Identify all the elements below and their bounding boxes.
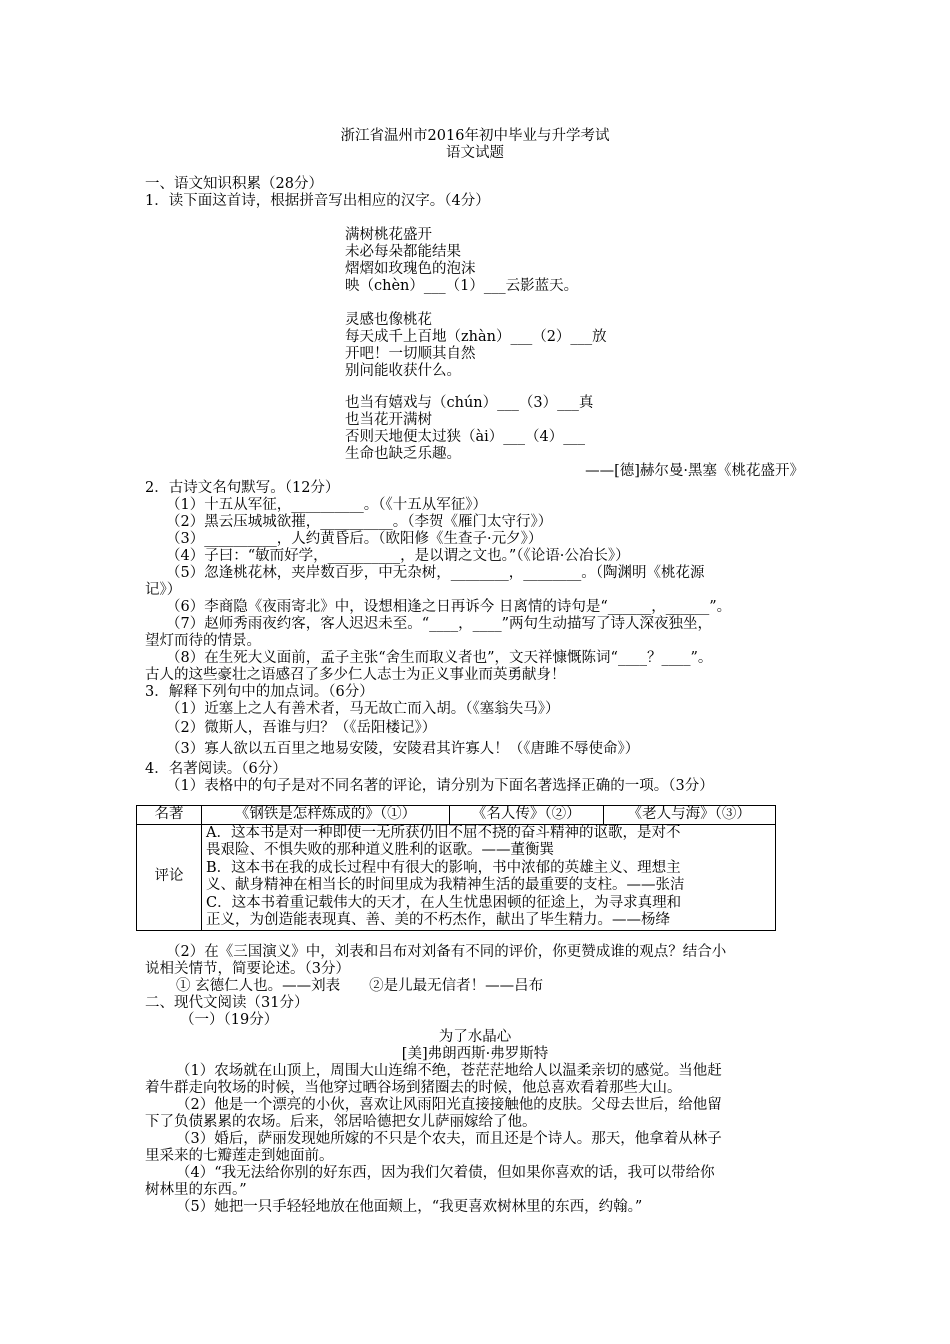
q2-line: 古人的这些豪壮之语感召了多少仁人志士为正义事业而英勇献身！ <box>145 667 566 683</box>
comment-line: B．这本书在我的成长过程中有很大的影响，书中浓郁的英雄主义、理想主 <box>206 859 681 876</box>
table-row-label: 评论 <box>137 824 202 930</box>
paragraph-line: （3）婚后，萨丽发现她所嫁的不只是个农夫，而且还是个诗人。那天，他拿着从林子 <box>176 1131 722 1147</box>
table-comments <box>202 824 776 930</box>
poem-line: 生命也缺乏乐趣。 <box>345 446 461 462</box>
q4-prompt: 4．名著阅读。（6分） <box>145 761 287 777</box>
paragraph-line: （1）农场就在山顶上，周围大山连绵不绝，苍茫茫地给人以温柔亲切的感觉。当他赶 <box>176 1063 722 1079</box>
q4-opinions: ① 玄德仁人也。——刘表 ②是儿最无信者！——吕布 <box>176 978 544 994</box>
q2-line: （5）忽逢桃花林，夹岸数百步，中无杂树，________，________。（陶渊明《桃花源 <box>166 565 705 581</box>
table-book-3: 《老人与海》（③） <box>603 806 775 825</box>
comment-line: C．这本书着重记载伟大的天才，在人生忧患困顿的征途上，为寻求真理和 <box>206 894 682 911</box>
q1-prompt: 1．读下面这首诗，根据拼音写出相应的汉字。（4分） <box>145 193 490 209</box>
q3-line: （1）近塞上之人有善术者，马无故亡而入胡。（《塞翁失马》） <box>166 701 560 717</box>
q2-line: （7）赵师秀雨夜约客，客人迟迟未至。“____，____”两句生动描写了诗人深夜独坐， <box>166 616 713 632</box>
comment-line: 义、献身精神在相当长的时间里成为我精神生活的最重要的支柱。——张洁 <box>206 877 685 893</box>
paragraph-line: （2）他是一个漂亮的小伙，喜欢让风雨阳光直接接触他的皮肤。父母去世后，给他留 <box>176 1097 722 1113</box>
q2-prompt: 2．古诗文名句默写。（12分） <box>145 480 340 496</box>
article-author: [美]弗朗西斯·弗罗斯特 <box>401 1046 549 1062</box>
part1-heading: 一、语文知识积累（28分） <box>145 176 323 192</box>
table-book-2: 《名人传》（②） <box>450 806 604 825</box>
poem-line: 映（chèn）___（1）___云影蓝天。 <box>345 278 579 294</box>
q2-line: 望灯而待的情景。 <box>145 633 261 649</box>
poem-line: 否则天地便太过狭（ài）___（4）___ <box>345 429 586 445</box>
comment-line: 畏艰险、不惧失败的那种道义胜利的讴歌。——董衡巽 <box>206 842 554 858</box>
section1-heading: （一）（19分） <box>180 1012 279 1028</box>
paragraph-line: （5）她把一只手轻轻地放在他面颊上，“我更喜欢树林里的东西，约翰。” <box>176 1199 643 1215</box>
exam-subtitle: 语文试题 <box>446 145 504 161</box>
book-review-table <box>136 805 776 931</box>
comment-line: 正义，为创造能表现真、善、美的不朽杰作，献出了毕生精力。——杨绛 <box>206 912 670 928</box>
poem-line: 满树桃花盛开 <box>345 227 432 243</box>
paragraph-line: 着牛群走向牧场的时候，当他穿过晒谷场到猪圈去的时候，他总喜欢看着那些大山。 <box>145 1080 682 1096</box>
article-title: 为了水晶心 <box>438 1029 512 1045</box>
q2-line: （3）__________，人约黄昏后。（欧阳修《生查子·元夕》） <box>166 531 543 547</box>
q2-line: （2）黑云压城城欲摧，__________。（李贺《雁门太守行》） <box>166 514 553 530</box>
poem-line: 每天成千上百地（zhàn）___（2）___放 <box>345 329 607 345</box>
comment-line: A．这本书是对一种即使一无所获仍旧不屈不挠的奋斗精神的讴歌，是对不 <box>206 824 681 841</box>
q2-line: （1）十五从军征，__________。（《十五从军征》） <box>166 497 487 513</box>
q2-line: （4）子曰：“敏而好学，__________，是以谓之文也。”（《论语·公冶长》） <box>166 548 630 564</box>
paragraph-line: 下了负债累累的农场。后来，邻居哈德把女儿萨丽嫁给了他。 <box>145 1114 537 1130</box>
poem-line: 灵感也像桃花 <box>345 312 432 328</box>
poem-line: 未必每朵都能结果 <box>345 244 461 260</box>
poem-line: 也当有嬉戏与（chún）___（3）___真 <box>345 395 594 411</box>
paragraph-line: 里采来的七瓣莲走到她面前。 <box>145 1148 334 1164</box>
q3-prompt: 3．解释下列句中的加点词。（6分） <box>145 684 374 700</box>
q4-sub2-line: 说相关情节，简要论述。（3分） <box>145 961 350 977</box>
q2-line: （6）李商隐《夜雨寄北》中，设想相逢之日再诉今 日离情的诗句是“______，______”。 <box>166 599 732 615</box>
q2-line: （8）在生死大义面前，孟子主张“舍生而取义者也”，文天祥慷慨陈词“____？____”。 <box>166 650 713 666</box>
q3-line: （2）微斯人，吾谁与归？（《岳阳楼记》） <box>166 720 437 736</box>
poem-attribution: ——[德]赫尔曼·黑塞《桃花盛开》 <box>585 463 804 479</box>
poem-line: 别问能收获什么。 <box>345 363 461 379</box>
q4-sub2-line: （2）在《三国演义》中，刘表和吕布对刘备有不同的评价，你更赞成谁的观点？结合小 <box>166 944 727 960</box>
table-book-1: 《钢铁是怎样炼成的》（①） <box>202 806 450 825</box>
exam-title: 浙江省温州市2016年初中毕业与升学考试 <box>340 128 610 144</box>
poem-line: 开吧！一切顺其自然 <box>345 346 476 362</box>
q2-line: 记》） <box>145 582 182 598</box>
table-header-label: 名著 <box>137 806 202 825</box>
paragraph-line: （4）“我无法给你别的好东西，因为我们欠着债，但如果你喜欢的话，我可以带给你 <box>176 1165 715 1181</box>
poem-line: 也当花开满树 <box>345 412 432 428</box>
q4-sub1: （1）表格中的句子是对不同名著的评论，请分别为下面名著选择正确的一项。（3分） <box>166 778 714 794</box>
poem-line: 熠熠如玫瑰色的泡沫 <box>345 261 476 277</box>
part2-heading: 二、现代文阅读（31分） <box>145 995 309 1011</box>
q3-line: （3）寡人欲以五百里之地易安陵，安陵君其许寡人！（《唐雎不辱使命》） <box>166 741 640 757</box>
paragraph-line: 树林里的东西。” <box>145 1182 247 1198</box>
